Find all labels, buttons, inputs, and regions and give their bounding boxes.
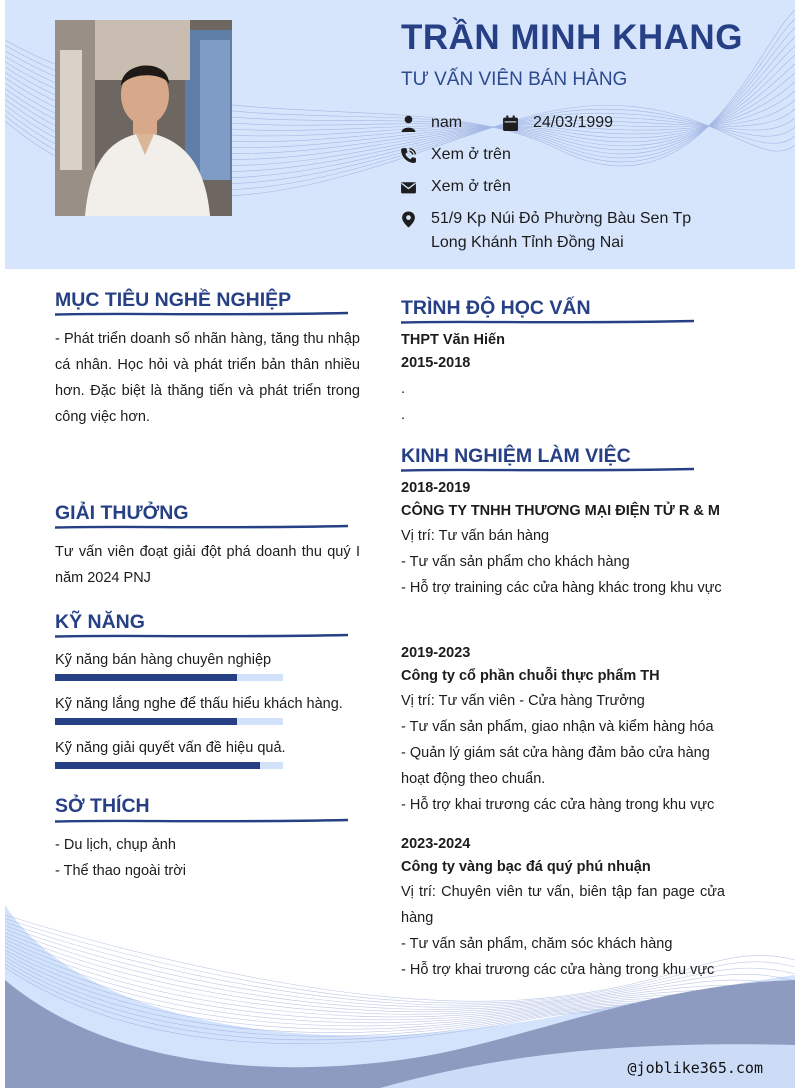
- job-duty: - Hỗ trợ khai trương các cửa hàng trong khu vực: [401, 797, 715, 813]
- experience-underline: [401, 467, 694, 473]
- candidate-name: TRẦN MINH KHANG: [401, 18, 743, 57]
- objective-text: - Phát triển doanh số nhãn hàng, tăng thu nhập cá nhân. Học hỏi và phát triển bản thân nhiều hơn. Đặc biệt là thăng tiến và phát triển trong công việc hơn.: [55, 331, 360, 425]
- skill-bar: [55, 674, 283, 681]
- job-duty: - Tư vấn sản phẩm, chăm sóc khách hàng: [401, 936, 673, 952]
- job-years: 2019-2023: [401, 645, 471, 661]
- candidate-role: TƯ VẤN VIÊN BÁN HÀNG: [401, 69, 628, 90]
- job-years: 2018-2019: [401, 480, 471, 496]
- footer-watermark: @joblike365.com: [627, 1059, 763, 1077]
- education-line: .: [401, 381, 406, 397]
- job-position: Vị trí: Tư vấn bán hàng: [401, 528, 550, 544]
- birthdate-value: 24/03/1999: [533, 114, 614, 131]
- education-school: THPT Văn Hiến: [401, 332, 505, 348]
- calendar-icon: [500, 111, 520, 135]
- job-duty: - Hỗ trợ training các cửa hàng khác trong khu vực: [401, 580, 722, 596]
- job-company: Công ty cổ phần chuỗi thực phẩm TH: [401, 668, 660, 684]
- job-duty: - Hỗ trợ khai trương các cửa hàng trong khu vực: [401, 962, 715, 978]
- hobby-item: - Thể thao ngoài trời: [55, 863, 186, 879]
- hobbies-title: SỞ THÍCH: [55, 795, 150, 817]
- skill-bar-fill: [55, 718, 237, 725]
- job-company: Công ty vàng bạc đá quý phú nhuận: [401, 859, 651, 875]
- job-company: CÔNG TY TNHH THƯƠNG MẠI ĐIỆN TỬ R & M: [401, 503, 720, 519]
- objective-underline: [55, 311, 348, 317]
- phone-value: Xem ở trên: [431, 146, 511, 163]
- envelope-icon: [398, 175, 418, 199]
- job-duty: - Tư vấn sản phẩm, giao nhận và kiểm hàng hóa: [401, 719, 714, 735]
- skill-label: Kỹ năng giải quyết vấn đề hiệu quả.: [55, 740, 286, 756]
- experience-title: KINH NGHIỆM LÀM VIỆC: [401, 445, 631, 467]
- gender-value: nam: [431, 114, 463, 131]
- location-pin-icon: [398, 207, 418, 231]
- awards-title: GIẢI THƯỞNG: [55, 502, 189, 524]
- profile-photo: [55, 20, 232, 216]
- job-years: 2023-2024: [401, 836, 471, 852]
- education-years: 2015-2018: [401, 355, 471, 371]
- skill-label: Kỹ năng bán hàng chuyên nghiệp: [55, 652, 272, 668]
- person-icon: [398, 111, 418, 135]
- job-position: Vị trí: Chuyên viên tư vấn, biên tập fan page cửa hàng: [401, 884, 725, 926]
- objective-title: MỤC TIÊU NGHỀ NGHIỆP: [55, 289, 292, 311]
- gender-row: [398, 111, 462, 135]
- awards-text: Tư vấn viên đoạt giải đột phá doanh thu quý I năm 2024 PNJ: [55, 544, 360, 586]
- address-value: 51/9 Kp Núi Đỏ Phường Bàu Sen Tp Long Khánh Tỉnh Đồng Nai: [431, 210, 692, 251]
- email-value: Xem ở trên: [431, 178, 511, 195]
- hobby-item: - Du lịch, chụp ảnh: [55, 837, 176, 853]
- skill-bar: [55, 718, 283, 725]
- skill-bar-fill: [55, 762, 260, 769]
- education-line: .: [401, 407, 406, 423]
- phone-row: [398, 143, 511, 167]
- address-row: [398, 207, 738, 255]
- job-position: Vị trí: Tư vấn viên - Cửa hàng Trưởng: [401, 693, 645, 709]
- phone-icon: [398, 143, 418, 167]
- job-duty: - Tư vấn sản phẩm cho khách hàng: [401, 554, 630, 570]
- skill-label: Kỹ năng lắng nghe để thấu hiểu khách hàng.: [55, 696, 343, 712]
- hobbies-underline: [55, 818, 348, 824]
- skill-bar-fill: [55, 674, 237, 681]
- email-row: [398, 175, 511, 199]
- skill-bar: [55, 762, 283, 769]
- education-underline: [401, 319, 694, 325]
- job-duty: - Quản lý giám sát cửa hàng đảm bảo cửa hàng hoạt động theo chuẩn.: [401, 745, 710, 787]
- awards-underline: [55, 524, 348, 530]
- birthdate-row: [500, 111, 613, 135]
- skills-title: KỸ NĂNG: [55, 611, 145, 633]
- education-title: TRÌNH ĐỘ HỌC VẤN: [401, 297, 591, 319]
- skills-underline: [55, 633, 348, 639]
